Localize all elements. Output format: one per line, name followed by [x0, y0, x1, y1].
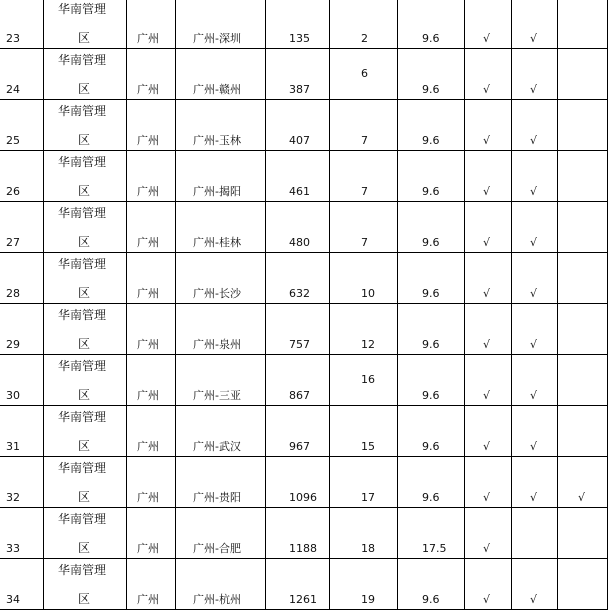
- region-label-line2: 区: [78, 337, 91, 351]
- check2-cell: [512, 49, 558, 99]
- region-cell: [44, 202, 127, 252]
- region-cell: [44, 355, 127, 405]
- check1-cell: [465, 253, 512, 303]
- distance-value: 135: [289, 32, 310, 45]
- check2-cell: [512, 304, 558, 354]
- distance-cell: [266, 508, 330, 558]
- check-mark: √: [530, 83, 538, 96]
- route-name: 广州-玉林: [193, 134, 241, 147]
- region-label-line1: 华南管理: [58, 512, 107, 526]
- price-cell: [398, 559, 465, 609]
- distance-cell: [266, 100, 330, 150]
- check2-cell: [512, 457, 558, 507]
- table-row: [0, 304, 608, 355]
- time-cell: [330, 151, 398, 201]
- distance-value: 867: [289, 389, 310, 402]
- time-value: 2: [361, 32, 368, 45]
- table-row: [0, 151, 608, 202]
- region-label-line2: 区: [78, 184, 91, 198]
- check-mark: √: [483, 134, 491, 147]
- time-cell: [330, 202, 398, 252]
- check-mark: √: [530, 593, 538, 606]
- check3-cell: [558, 355, 608, 405]
- route-name: 广州-三亚: [193, 389, 241, 402]
- price-cell: [398, 457, 465, 507]
- distance-value: 1188: [289, 542, 317, 555]
- region-label-line1: 华南管理: [58, 461, 107, 475]
- check-mark: √: [530, 32, 538, 45]
- price-cell: [398, 49, 465, 99]
- price-cell: [398, 202, 465, 252]
- region-label-line1: 华南管理: [58, 308, 107, 322]
- origin-city: 广州: [137, 236, 159, 249]
- time-cell: [330, 559, 398, 609]
- time-cell: [330, 304, 398, 354]
- distance-cell: [266, 49, 330, 99]
- check-mark: √: [483, 491, 491, 504]
- row-number: 24: [6, 83, 20, 96]
- region-cell: [44, 559, 127, 609]
- route-cell: [176, 253, 266, 303]
- check3-cell: [558, 202, 608, 252]
- route-cell: [176, 100, 266, 150]
- price-cell: [398, 508, 465, 558]
- price-value: 9.6: [422, 134, 440, 147]
- table-row: [0, 0, 608, 49]
- check1-cell: [465, 406, 512, 456]
- time-value: 7: [361, 134, 368, 147]
- origin-cell: [127, 253, 176, 303]
- region-cell: [44, 151, 127, 201]
- origin-city: 广州: [137, 83, 159, 96]
- route-cell: [176, 406, 266, 456]
- region-cell: [44, 304, 127, 354]
- time-value: 17: [361, 491, 375, 504]
- time-cell: [330, 0, 398, 48]
- region-label-line2: 区: [78, 31, 91, 45]
- price-cell: [398, 100, 465, 150]
- route-name: 广州-赣州: [193, 83, 241, 96]
- origin-city: 广州: [137, 542, 159, 555]
- region-label-line1: 华南管理: [58, 155, 107, 169]
- check2-cell: [512, 100, 558, 150]
- row-number: 26: [6, 185, 20, 198]
- origin-cell: [127, 151, 176, 201]
- price-value: 9.6: [422, 83, 440, 96]
- time-cell: [330, 457, 398, 507]
- check2-cell: [512, 151, 558, 201]
- region-label-line2: 区: [78, 235, 91, 249]
- origin-cell: [127, 559, 176, 609]
- row-number-cell: [0, 0, 44, 48]
- row-number: 33: [6, 542, 20, 555]
- row-number-cell: [0, 202, 44, 252]
- check2-cell: [512, 406, 558, 456]
- origin-city: 广州: [137, 491, 159, 504]
- route-cell: [176, 457, 266, 507]
- time-value: 12: [361, 338, 375, 351]
- row-number: 28: [6, 287, 20, 300]
- route-name: 广州-贵阳: [193, 491, 241, 504]
- distance-value: 407: [289, 134, 310, 147]
- check3-cell: [558, 508, 608, 558]
- origin-cell: [127, 49, 176, 99]
- price-value: 9.6: [422, 287, 440, 300]
- check-mark: √: [483, 440, 491, 453]
- time-cell: [330, 100, 398, 150]
- time-cell: [330, 49, 398, 99]
- region-label-line2: 区: [78, 286, 91, 300]
- distance-cell: [266, 355, 330, 405]
- origin-city: 广州: [137, 32, 159, 45]
- distance-cell: [266, 151, 330, 201]
- table-row: [0, 406, 608, 457]
- price-cell: [398, 355, 465, 405]
- route-cell: [176, 49, 266, 99]
- region-label-line1: 华南管理: [58, 410, 107, 424]
- region-label-line1: 华南管理: [58, 563, 107, 577]
- price-value: 9.6: [422, 389, 440, 402]
- row-number-cell: [0, 100, 44, 150]
- origin-cell: [127, 508, 176, 558]
- route-cell: [176, 151, 266, 201]
- route-name: 广州-深圳: [193, 32, 241, 45]
- origin-city: 广州: [137, 287, 159, 300]
- distance-value: 480: [289, 236, 310, 249]
- check-mark: √: [483, 542, 491, 555]
- row-number-cell: [0, 253, 44, 303]
- table-row: [0, 457, 608, 508]
- time-value: 19: [361, 593, 375, 606]
- distance-cell: [266, 304, 330, 354]
- region-label-line1: 华南管理: [58, 53, 107, 67]
- route-name: 广州-揭阳: [193, 185, 241, 198]
- region-label-line2: 区: [78, 439, 91, 453]
- row-number-cell: [0, 559, 44, 609]
- time-value: 16: [361, 373, 375, 386]
- table-row: [0, 253, 608, 304]
- region-cell: [44, 406, 127, 456]
- region-cell: [44, 457, 127, 507]
- check1-cell: [465, 508, 512, 558]
- row-number-cell: [0, 49, 44, 99]
- check-mark: √: [483, 185, 491, 198]
- time-cell: [330, 253, 398, 303]
- check3-cell: [558, 49, 608, 99]
- check-mark: √: [530, 185, 538, 198]
- check1-cell: [465, 49, 512, 99]
- distance-value: 1096: [289, 491, 317, 504]
- route-cell: [176, 355, 266, 405]
- row-number-cell: [0, 508, 44, 558]
- origin-cell: [127, 406, 176, 456]
- route-cell: [176, 0, 266, 48]
- check-mark: √: [483, 32, 491, 45]
- check-mark: √: [530, 236, 538, 249]
- check-mark: √: [530, 389, 538, 402]
- check3-cell: [558, 304, 608, 354]
- route-name: 广州-合肥: [193, 542, 241, 555]
- region-label-line2: 区: [78, 82, 91, 96]
- route-name: 广州-桂林: [193, 236, 241, 249]
- check3-cell: [558, 457, 608, 507]
- check2-cell: [512, 508, 558, 558]
- check1-cell: [465, 202, 512, 252]
- time-cell: [330, 508, 398, 558]
- row-number: 29: [6, 338, 20, 351]
- price-cell: [398, 253, 465, 303]
- check2-cell: [512, 202, 558, 252]
- check-mark: √: [483, 236, 491, 249]
- origin-cell: [127, 304, 176, 354]
- row-number: 25: [6, 134, 20, 147]
- table-row: [0, 559, 608, 610]
- price-value: 9.6: [422, 491, 440, 504]
- row-number-cell: [0, 355, 44, 405]
- check3-cell: [558, 0, 608, 48]
- region-label-line1: 华南管理: [58, 257, 107, 271]
- check-mark: √: [483, 287, 491, 300]
- price-value: 9.6: [422, 185, 440, 198]
- origin-cell: [127, 202, 176, 252]
- distance-value: 967: [289, 440, 310, 453]
- check-mark: √: [530, 440, 538, 453]
- price-value: 9.6: [422, 32, 440, 45]
- row-number: 32: [6, 491, 20, 504]
- region-label-line1: 华南管理: [58, 359, 107, 373]
- region-label-line2: 区: [78, 592, 91, 606]
- row-number-cell: [0, 151, 44, 201]
- price-cell: [398, 304, 465, 354]
- check3-cell: [558, 151, 608, 201]
- table-row: [0, 202, 608, 253]
- region-cell: [44, 508, 127, 558]
- check-mark: √: [530, 338, 538, 351]
- distance-value: 632: [289, 287, 310, 300]
- row-number-cell: [0, 406, 44, 456]
- origin-city: 广州: [137, 134, 159, 147]
- origin-city: 广州: [137, 338, 159, 351]
- check-mark: √: [483, 593, 491, 606]
- check1-cell: [465, 355, 512, 405]
- region-label-line2: 区: [78, 541, 91, 555]
- check1-cell: [465, 559, 512, 609]
- distance-cell: [266, 406, 330, 456]
- time-value: 15: [361, 440, 375, 453]
- distance-cell: [266, 559, 330, 609]
- origin-cell: [127, 355, 176, 405]
- price-cell: [398, 151, 465, 201]
- distance-value: 1261: [289, 593, 317, 606]
- row-number-cell: [0, 457, 44, 507]
- distance-cell: [266, 202, 330, 252]
- check3-cell: [558, 100, 608, 150]
- check1-cell: [465, 457, 512, 507]
- price-cell: [398, 0, 465, 48]
- row-number: 30: [6, 389, 20, 402]
- region-cell: [44, 49, 127, 99]
- distance-value: 387: [289, 83, 310, 96]
- distance-value: 461: [289, 185, 310, 198]
- route-name: 广州-武汉: [193, 440, 241, 453]
- region-label-line2: 区: [78, 490, 91, 504]
- time-value: 18: [361, 542, 375, 555]
- origin-city: 广州: [137, 185, 159, 198]
- table-row: [0, 49, 608, 100]
- check2-cell: [512, 355, 558, 405]
- check3-cell: [558, 406, 608, 456]
- price-value: 17.5: [422, 542, 447, 555]
- check3-cell: [558, 559, 608, 609]
- origin-cell: [127, 100, 176, 150]
- check-mark: √: [530, 134, 538, 147]
- region-label-line1: 华南管理: [58, 104, 107, 118]
- route-cell: [176, 559, 266, 609]
- route-name: 广州-长沙: [193, 287, 241, 300]
- price-value: 9.6: [422, 338, 440, 351]
- check-mark: √: [530, 287, 538, 300]
- time-value: 7: [361, 236, 368, 249]
- origin-cell: [127, 457, 176, 507]
- distance-cell: [266, 0, 330, 48]
- row-number: 27: [6, 236, 20, 249]
- check2-cell: [512, 0, 558, 48]
- table-row: [0, 100, 608, 151]
- region-cell: [44, 0, 127, 48]
- row-number: 23: [6, 32, 20, 45]
- check2-cell: [512, 253, 558, 303]
- route-cell: [176, 304, 266, 354]
- time-value: 6: [361, 67, 368, 80]
- row-number: 34: [6, 593, 20, 606]
- route-cell: [176, 202, 266, 252]
- check-mark: √: [578, 491, 586, 504]
- region-cell: [44, 253, 127, 303]
- origin-city: 广州: [137, 593, 159, 606]
- row-number-cell: [0, 304, 44, 354]
- check2-cell: [512, 559, 558, 609]
- check-mark: √: [530, 491, 538, 504]
- time-value: 10: [361, 287, 375, 300]
- check1-cell: [465, 151, 512, 201]
- route-name: 广州-杭州: [193, 593, 241, 606]
- region-label-line2: 区: [78, 388, 91, 402]
- region-label-line2: 区: [78, 133, 91, 147]
- price-value: 9.6: [422, 236, 440, 249]
- distance-cell: [266, 253, 330, 303]
- region-label-line1: 华南管理: [58, 2, 107, 16]
- distance-cell: [266, 457, 330, 507]
- time-cell: [330, 355, 398, 405]
- route-cell: [176, 508, 266, 558]
- check1-cell: [465, 0, 512, 48]
- check1-cell: [465, 100, 512, 150]
- check3-cell: [558, 253, 608, 303]
- price-value: 9.6: [422, 593, 440, 606]
- table-row: [0, 355, 608, 406]
- distance-value: 757: [289, 338, 310, 351]
- route-name: 广州-泉州: [193, 338, 241, 351]
- price-cell: [398, 406, 465, 456]
- check-mark: √: [483, 83, 491, 96]
- region-label-line1: 华南管理: [58, 206, 107, 220]
- region-cell: [44, 100, 127, 150]
- origin-city: 广州: [137, 440, 159, 453]
- check-mark: √: [483, 389, 491, 402]
- time-value: 7: [361, 185, 368, 198]
- origin-cell: [127, 0, 176, 48]
- check1-cell: [465, 304, 512, 354]
- time-cell: [330, 406, 398, 456]
- origin-city: 广州: [137, 389, 159, 402]
- price-value: 9.6: [422, 440, 440, 453]
- check-mark: √: [483, 338, 491, 351]
- table-row: [0, 508, 608, 559]
- row-number: 31: [6, 440, 20, 453]
